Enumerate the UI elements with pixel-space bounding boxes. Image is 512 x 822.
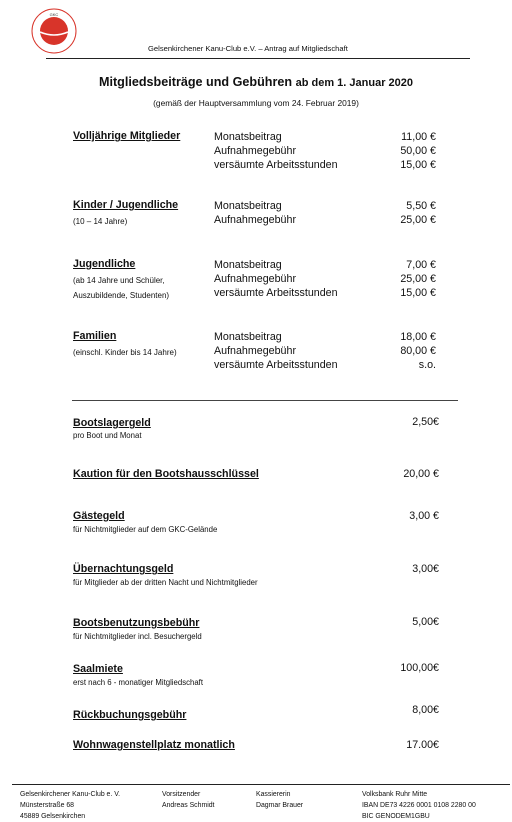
item-label: Aufnahmegebühr <box>214 345 296 357</box>
item-value: 18,00 € <box>400 331 436 343</box>
item-label: Monatsbeitrag <box>214 331 282 343</box>
item-value: 11,00 € <box>401 131 436 143</box>
fee-title: Gästegeld <box>73 510 125 522</box>
fee-note: erst nach 6 - monatiger Mitgliedschaft <box>73 678 204 687</box>
fee-value: 5,00€ <box>412 616 439 628</box>
fee-value: 3,00€ <box>412 563 439 575</box>
item-label: Aufnahmegebühr <box>214 214 296 226</box>
category-note: (einschl. Kinder bis 14 Jahre) <box>73 348 177 357</box>
fee-title: Bootslagergeld <box>73 417 151 429</box>
page-subtitle: (gemäß der Hauptversammlung vom 24. Februar 2019) <box>153 98 359 108</box>
category-label: Jugendliche <box>73 258 136 270</box>
header-line: Gelsenkirchener Kanu-Club e.V. – Antrag auf Mitgliedschaft <box>148 44 348 53</box>
fee-note: pro Boot und Monat <box>73 431 142 440</box>
fee-value: 100,00€ <box>400 662 439 674</box>
footer-treasurer <box>256 789 303 811</box>
fee-value: 17.00€ <box>406 739 439 751</box>
item-label: versäumte Arbeitsstunden <box>214 287 338 299</box>
top-divider <box>46 58 470 59</box>
category-note: (ab 14 Jahre und Schüler, <box>73 276 165 285</box>
item-label: versäumte Arbeitsstunden <box>214 159 338 171</box>
footer-treasurer-name: Dagmar Brauer <box>256 802 304 809</box>
item-value: 80,00 € <box>400 345 436 357</box>
section-divider <box>72 400 458 401</box>
fee-title: Kaution für den Bootshausschlüssel <box>73 468 259 480</box>
fee-title: Rückbuchungsgebühr <box>73 709 187 721</box>
fee-title: Saalmiete <box>73 663 123 675</box>
item-value: 15,00 € <box>400 287 436 299</box>
category-label: Familien <box>73 330 117 342</box>
item-label: versäumte Arbeitsstunden <box>214 359 338 371</box>
category-label: Kinder / Jugendliche <box>73 199 179 211</box>
fee-note: für Mitglieder ab der dritten Nacht und Nichtmitglieder <box>73 578 258 587</box>
footer-club-name: Gelsenkirchener Kanu-Club e. V. <box>20 791 121 798</box>
fee-value: 8,00€ <box>412 704 439 716</box>
category-note: Auszubildende, Studenten) <box>73 291 170 300</box>
footer-treasurer-role: Kassiererin <box>256 791 291 798</box>
fee-value: 2,50€ <box>412 416 439 428</box>
footer-bank <box>362 789 476 822</box>
page-title: Mitgliedsbeiträge und Gebühren ab dem 1. Januar 2020 <box>98 75 414 89</box>
item-value: 25,00 € <box>400 273 436 285</box>
footer-club-street: Münsterstraße 68 <box>20 802 74 809</box>
item-value: 5,50 € <box>406 200 436 212</box>
fee-title: Übernachtungsgeld <box>73 563 174 575</box>
item-label: Monatsbeitrag <box>214 200 282 212</box>
item-label: Aufnahmegebühr <box>214 273 296 285</box>
item-value: 50,00 € <box>400 145 436 157</box>
fee-title: Wohnwagenstellplatz monatlich <box>73 739 235 751</box>
fee-value: 20,00 € <box>403 468 439 480</box>
item-value: s.o. <box>418 359 436 371</box>
category-label: Volljährige Mitglieder <box>73 130 181 142</box>
footer-bank-name: Volksbank Ruhr Mitte <box>362 791 428 798</box>
item-label: Aufnahmegebühr <box>214 145 296 157</box>
item-value: 25,00 € <box>400 214 436 226</box>
footer-bank-bic: BIC GENODEM1GBU <box>362 813 430 820</box>
footer-bank-iban: IBAN DE73 4226 0001 0108 2280 00 <box>362 802 476 809</box>
footer-club-city: 45889 Gelsenkirchen <box>20 813 86 820</box>
category-note: (10 – 14 Jahre) <box>73 217 128 226</box>
item-value: 15,00 € <box>400 159 436 171</box>
footer-divider <box>12 784 510 785</box>
item-label: Monatsbeitrag <box>214 259 282 271</box>
footer-chair-name: Andreas Schmidt <box>162 802 215 809</box>
svg-text:GKC: GKC <box>49 12 59 17</box>
fee-value: 3,00 € <box>409 510 439 522</box>
item-label: Monatsbeitrag <box>214 131 282 143</box>
fee-note: für Nichtmitglieder auf dem GKC-Gelände <box>73 525 218 534</box>
item-value: 7,00 € <box>406 259 436 271</box>
footer-chair-role: Vorsitzender <box>162 791 201 798</box>
fee-title: Bootsbenutzungsbebühr <box>73 617 200 629</box>
footer-club <box>20 789 120 822</box>
club-logo <box>31 8 77 54</box>
fee-note: für Nichtmitglieder incl. Besuchergeld <box>73 632 202 641</box>
footer-chair <box>162 789 214 811</box>
